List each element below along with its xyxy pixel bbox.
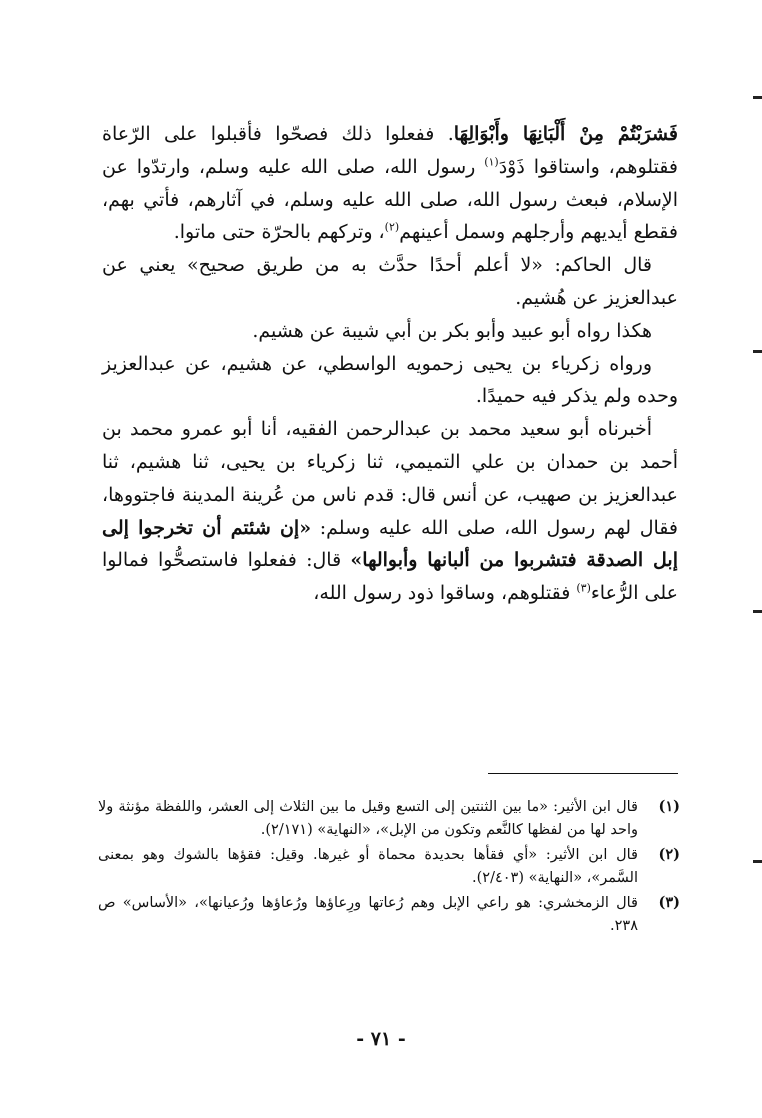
footnote-number: (١)	[658, 798, 680, 815]
footnote-divider	[488, 773, 678, 774]
paragraph-1-text-b: رسول الله، صلى الله عليه وسلم، وارتدّوا عن الإسلام، فبعث رسول الله، صلى الله عليه وسلم، في آثارهم، فأتي بهم، فقطع أيديهم وأرجلهم وسمل أعينهم	[102, 155, 678, 244]
scan-edge-mark	[753, 610, 762, 613]
hadith-quote: فَشرَبْتُمْ مِنْ أَلْبَانِهَا وأَبْوَالِهَا	[453, 123, 678, 145]
footnote-ref-1: (١)	[484, 155, 499, 169]
paragraph-5-text-a: أخبرناه أبو سعيد محمد بن عبدالرحمن الفقيه، أنا أبو عمرو محمد بن أحمد بن حمدان بن علي التميمي، ثنا زكرياء بن يحيى، ثنا هشيم، ثنا عبدالعزيز بن صهيب، عن أنس قال: قدم ناس من عُرينة المدينة فاجتووها، فقال لهم رسول الله، صلى الله عليه وسلم:	[102, 418, 678, 539]
paragraph-1	[102, 118, 678, 249]
scan-edge-mark	[753, 860, 762, 863]
footnote-1	[98, 796, 680, 841]
footnote-text: قال ابن الأثير: «أي فقأها بحديدة محماة أو غيرها. وقيل: فقؤها بالشوك وهو بمعنى السَّمر»، «النهاية» (٢/٤٠٣).	[98, 847, 638, 886]
main-text	[102, 118, 678, 610]
hadith-quote-2: «إن شئتم أن تخرجوا إلى إبل الصدقة فتشربوا من ألبانها وأبوالها»	[102, 516, 678, 572]
paragraph-4: ورواه زكرياء بن يحيى زحمويه الواسطي، عن هشيم، عن عبدالعزيز وحده ولم يذكر فيه حميدًا.	[102, 352, 678, 408]
footnotes	[98, 796, 680, 940]
footnote-3	[98, 892, 680, 937]
paragraph-5-text-c: فقتلوهم، وساقوا ذود رسول الله،	[313, 582, 577, 605]
paragraph-5-text-b: قال: ففعلوا فاستصحُّوا فمالوا على الرُّعاء	[102, 549, 678, 605]
footnote-ref-2: (٢)	[384, 221, 400, 235]
paragraph-5	[102, 413, 678, 610]
paragraph-1-text-c: ، وتركهم بالحرّة حتى ماتوا.	[173, 221, 385, 244]
footnote-ref-3: (٣)	[576, 581, 591, 595]
scan-edge-mark	[753, 350, 762, 353]
paragraph-2: قال الحاكم: «لا أعلم أحدًا حدَّث به من طريق صحيح» يعني عن عبدالعزيز عن هُشيم.	[102, 254, 678, 309]
footnote-number: (٢)	[658, 846, 680, 863]
paragraph-1-text-a: . ففعلوا ذلك فصحّوا فأقبلوا على الرّعاة فقتلوهم، واستاقوا ذَوْدَ	[102, 123, 678, 178]
footnote-number: (٣)	[658, 894, 680, 911]
paragraph-3: هكذا رواه أبو عبيد وأبو بكر بن أبي شيبة عن هشيم.	[252, 319, 652, 342]
page-number: - ٧١ -	[356, 1028, 406, 1050]
footnote-2	[98, 844, 680, 889]
footnote-text: قال الزمخشري: هو راعي الإبل وهم رُعاتها ورِعاؤها ورُعاؤها ورُعيانها»، «الأساس» ص ٢٣٨.	[98, 895, 638, 934]
scan-edge-mark	[753, 96, 762, 99]
footnote-text: قال ابن الأثير: «ما بين الثنتين إلى التسع وقيل ما بين الثلاث إلى العشر، واللفظة مؤنثة ولا واحد لها من لفظها كالنَّعم وتكون من الإبل»، «النهاية» (٢/١٧١).	[98, 799, 638, 838]
